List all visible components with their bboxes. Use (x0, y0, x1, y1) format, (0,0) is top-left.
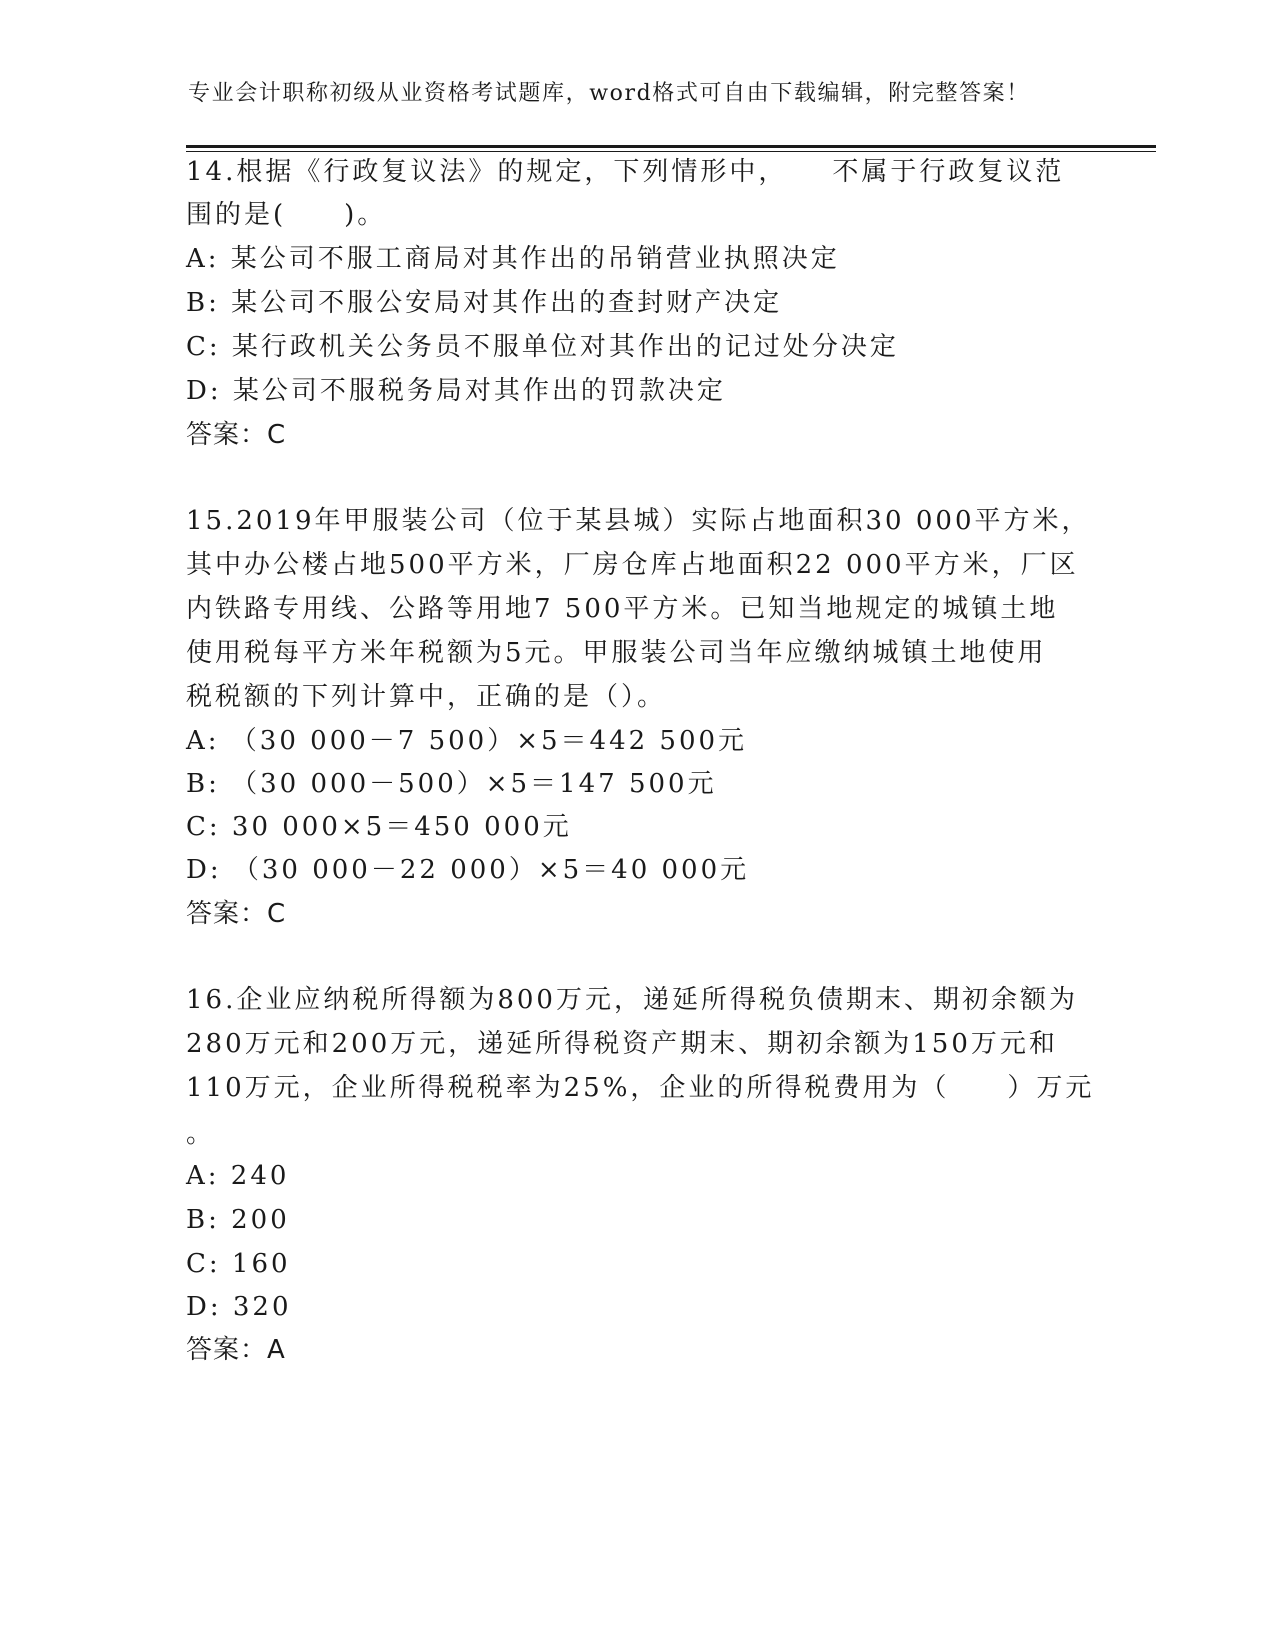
q16-option-b: B: 200 (186, 1205, 290, 1235)
q16-answer: 答案：A (186, 1335, 286, 1365)
q15-stem-line-4: 使用税每平方米年税额为5元。甲服装公司当年应缴纳城镇土地使用 (186, 638, 1047, 668)
q14-option-b: B: 某公司不服公安局对其作出的查封财产决定 (186, 288, 783, 318)
q16-option-a: A: 240 (186, 1161, 290, 1191)
q16-stem-line-4: 。 (186, 1119, 216, 1149)
q15-option-d: D: （30 000－22 000）×5＝40 000元 (186, 855, 750, 885)
q16-stem-line-2: 280万元和200万元，递延所得税资产期末、期初余额为150万元和 (186, 1029, 1058, 1059)
q14-stem-line-2: 围的是( )。 (186, 200, 387, 230)
page-header: 专业会计职称初级从业资格考试题库，word格式可自由下载编辑，附完整答案！ (188, 81, 1030, 106)
q14-option-d: D: 某公司不服税务局对其作出的罚款决定 (186, 376, 726, 406)
q15-stem-line-5: 税税额的下列计算中，正确的是（）。 (186, 682, 667, 712)
q14-answer: 答案：C (186, 420, 287, 450)
q15-option-c: C: 30 000×5＝450 000元 (186, 812, 572, 842)
q15-stem-line-1: 15.2019年甲服装公司（位于某县城）实际占地面积30 000平方米， (186, 506, 1091, 536)
q15-stem-line-2: 其中办公楼占地500平方米，厂房仓库占地面积22 000平方米，厂区 (186, 550, 1079, 580)
q16-stem-line-1: 16.企业应纳税所得额为800万元，递延所得税负债期末、期初余额为 (186, 985, 1078, 1015)
header-rule-thin (186, 151, 1156, 152)
q16-stem-line-3: 110万元，企业所得税税率为25%，企业的所得税费用为（ ）万元 (186, 1073, 1095, 1103)
q15-stem-line-3: 内铁路专用线、公路等用地7 500平方米。已知当地规定的城镇土地 (186, 594, 1059, 624)
q14-option-c: C: 某行政机关公务员不服单位对其作出的记过处分决定 (186, 332, 899, 362)
header-rule-thick (186, 145, 1156, 148)
q16-option-c: C: 160 (186, 1249, 291, 1279)
q14-option-a: A: 某公司不服工商局对其作出的吊销营业执照决定 (186, 244, 840, 274)
q14-stem-line-1: 14.根据《行政复议法》的规定，下列情形中， 不属于行政复议范 (186, 157, 1065, 187)
q15-option-a: A: （30 000－7 500）×5＝442 500元 (186, 726, 748, 756)
q15-option-b: B: （30 000－500）×5＝147 500元 (186, 769, 717, 799)
q16-option-d: D: 320 (186, 1292, 292, 1322)
q15-answer: 答案：C (186, 899, 287, 929)
